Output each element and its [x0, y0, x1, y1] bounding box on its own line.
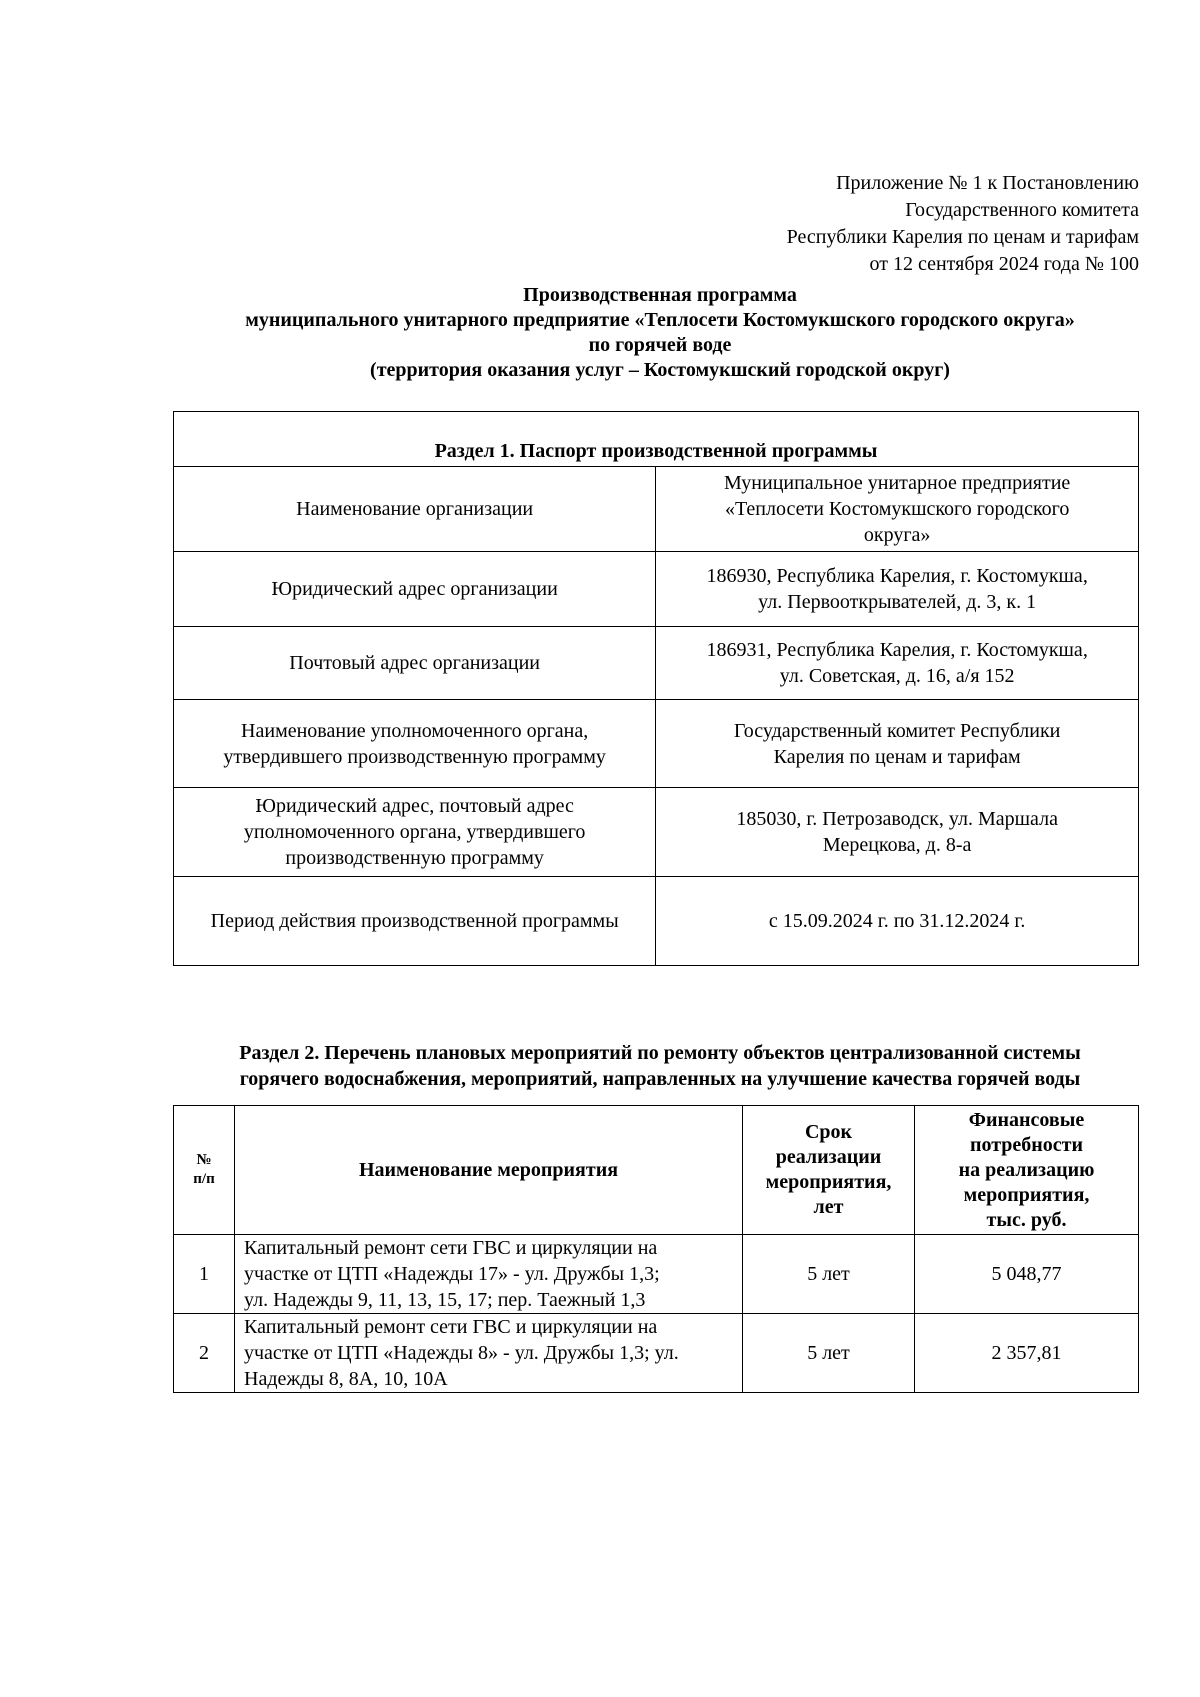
- column-header-finance: [915, 1106, 1139, 1235]
- section2-heading: [120, 1040, 1200, 1092]
- table-row: [174, 1235, 1139, 1314]
- row-label: [174, 788, 656, 877]
- measures-table: [173, 1105, 1139, 1393]
- header-line: лет: [813, 1196, 844, 1218]
- row-label: Период действия производственной программы: [174, 877, 656, 966]
- row-term: 5 лет: [743, 1314, 915, 1393]
- row-value: [656, 552, 1139, 627]
- value-line: Муниципальное унитарное предприятие: [724, 472, 1071, 494]
- value-line: 186931, Республика Карелия, г. Костомукша,: [706, 639, 1088, 661]
- header-line: Финансовые: [968, 1108, 1085, 1131]
- row-label: Почтовый адрес организации: [174, 627, 656, 700]
- row-finance: 5 048,77: [915, 1235, 1139, 1314]
- appendix-line: от 12 сентября 2024 года № 100: [869, 253, 1139, 275]
- name-line: Надежды 8, 8А, 10, 10А: [244, 1368, 448, 1390]
- table-row: [174, 467, 1139, 552]
- heading-line: Раздел 2. Перечень плановых мероприятий по ремонту объектов централизованной системы: [239, 1042, 1081, 1064]
- label-line: производственную программу: [285, 847, 544, 869]
- value-line: ул. Первооткрывателей, д. 3, к. 1: [758, 591, 1037, 613]
- value-line: Государственный комитет Республики: [733, 719, 1061, 742]
- row-value: [656, 467, 1139, 552]
- column-header-name: Наименование мероприятия: [235, 1106, 743, 1235]
- header-line: реализации: [775, 1146, 882, 1168]
- table-row: [174, 627, 1139, 700]
- header-row: [174, 1106, 1139, 1235]
- label-line: Юридический адрес, почтовый адрес: [255, 795, 574, 817]
- section1-heading: Раздел 1. Паспорт производственной программы: [174, 412, 1139, 467]
- table-row: [174, 700, 1139, 788]
- title-line: муниципального унитарного предприятие «Теплосети Костомукшского городского округа»: [245, 309, 1075, 331]
- table-row: [174, 788, 1139, 877]
- header-line: на реализацию: [958, 1158, 1095, 1181]
- row-value: [656, 700, 1139, 788]
- row-value: [656, 788, 1139, 877]
- label-line: уполномоченного органа, утвердившего: [243, 821, 586, 843]
- name-line: Капитальный ремонт сети ГВС и циркуляции на: [244, 1316, 658, 1338]
- value-line: округа»: [863, 524, 931, 546]
- appendix-line: Приложение № 1 к Постановлению: [836, 172, 1139, 194]
- row-num: 1: [174, 1235, 235, 1314]
- column-header-term: [743, 1106, 915, 1235]
- heading-line: горячего водоснабжения, мероприятий, направленных на улучшение качества горячей воды: [239, 1068, 1081, 1090]
- row-term: 5 лет: [743, 1235, 915, 1314]
- header-line: №: [196, 1152, 212, 1168]
- appendix-line: Республики Карелия по ценам и тарифам: [786, 226, 1139, 248]
- value-line: 185030, г. Петрозаводск, ул. Маршала: [736, 808, 1058, 830]
- row-finance: 2 357,81: [915, 1314, 1139, 1393]
- row-name: [235, 1314, 743, 1393]
- header-line: п/п: [193, 1171, 215, 1187]
- title-line: по горячей воде: [588, 334, 732, 356]
- value-line: ул. Советская, д. 16, а/я 152: [779, 665, 1015, 687]
- header-line: мероприятия,: [963, 1183, 1090, 1206]
- name-line: ул. Надежды 9, 11, 13, 15, 17; пер. Таежный 1,3: [244, 1289, 646, 1311]
- row-num: 2: [174, 1314, 235, 1393]
- passport-table: [173, 411, 1139, 966]
- header-line: потребности: [969, 1133, 1084, 1156]
- appendix-line: Государственного комитета: [905, 199, 1139, 221]
- row-label: Наименование организации: [174, 467, 656, 552]
- value-line: Карелия по ценам и тарифам: [773, 745, 1021, 768]
- header-line: тыс. руб.: [986, 1208, 1067, 1231]
- name-line: участке от ЦТП «Надежды 17» - ул. Дружбы 1,3;: [244, 1263, 660, 1285]
- label-line: утвердившего производственную программу: [223, 745, 606, 768]
- table-row: [174, 1314, 1139, 1393]
- document-title: [120, 283, 1200, 383]
- passport-heading-row: [174, 412, 1139, 467]
- title-line: (территория оказания услуг – Костомукшский городской округ): [370, 359, 950, 381]
- name-line: участке от ЦТП «Надежды 8» - ул. Дружбы 1,3; ул.: [244, 1342, 679, 1364]
- row-value: [656, 627, 1139, 700]
- column-header-num: [174, 1106, 235, 1235]
- title-line: Производственная программа: [523, 284, 797, 306]
- row-label: Юридический адрес организации: [174, 552, 656, 627]
- appendix-note: [787, 170, 1139, 278]
- value-line: Мерецкова, д. 8-а: [822, 834, 972, 856]
- row-value: с 15.09.2024 г. по 31.12.2024 г.: [656, 877, 1139, 966]
- row-label: [174, 700, 656, 788]
- table-row: [174, 552, 1139, 627]
- label-line: Наименование уполномоченного органа,: [241, 719, 589, 742]
- value-line: 186930, Республика Карелия, г. Костомукша,: [706, 565, 1088, 587]
- row-name: [235, 1235, 743, 1314]
- table-row: [174, 877, 1139, 966]
- value-line: «Теплосети Костомукшского городского: [724, 498, 1070, 520]
- name-line: Капитальный ремонт сети ГВС и циркуляции на: [244, 1237, 658, 1259]
- header-line: мероприятия,: [765, 1171, 892, 1193]
- header-line: Срок: [804, 1121, 853, 1143]
